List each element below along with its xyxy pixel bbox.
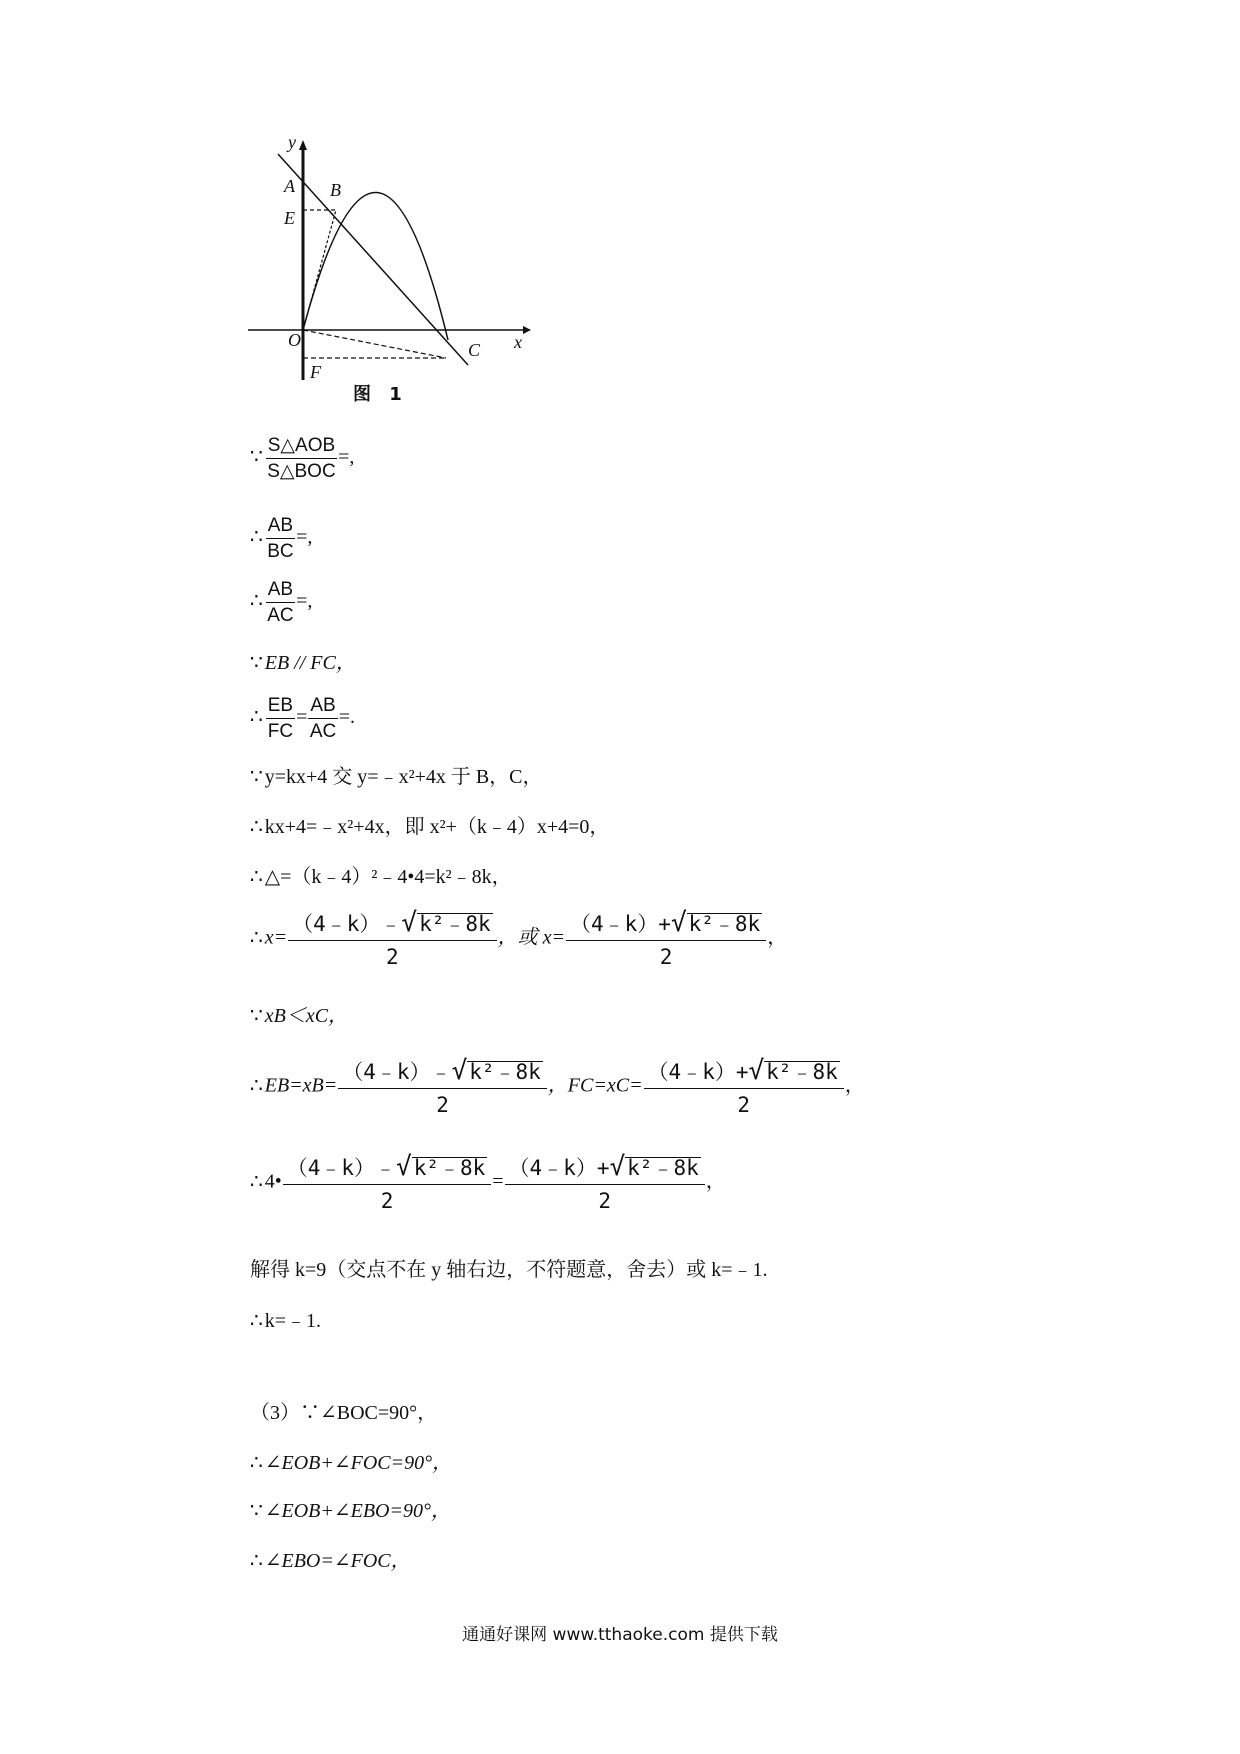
step-14: ∴ k=﹣1. [250,1308,322,1332]
fraction-fc: $\frac{\text{（4﹣k）+√k²﹣8k}}{2}$ [644,1058,844,1116]
line-ac [278,154,468,365]
figure-caption: 图 1 [353,384,408,405]
label-f: F [310,362,321,382]
quadratic-root-minus: $\frac{\text{（4﹣k）﹣√k²﹣8k}}{2}$ [288,910,497,968]
step-5: ∴ $\frac{EB}{FC}$ = $\frac{AB}{AC}$ =. [250,695,356,742]
dashed-oc [303,330,446,358]
coordinate-graph [238,140,538,380]
fraction-right: $\frac{\text{（4﹣k）+√k²﹣8k}}{2}$ [505,1154,705,1212]
label-a: A [284,176,295,196]
step-7: ∴ kx+4=﹣x²+4x，即 x²+（k﹣4）x+4=0， [250,814,610,838]
label-e: E [284,208,295,228]
x-axis-arrow [523,326,531,334]
figure-1 [238,132,538,405]
fraction-eb: $\frac{\text{（4﹣k）﹣√k²﹣8k}}{2}$ [338,1058,547,1116]
step-3: ∴ $\frac{AB}{AC}$ =, [250,579,313,626]
step-1: ∵ $\frac{\text{S△AOB}}{\text{S△BOC}}$ =, [250,435,355,482]
step-15: （3）∵∠BOC=90°， [250,1402,438,1424]
step-11: ∴ EB=xB= $\frac{\text{（4﹣k）﹣√k²﹣8k}}{2}$ ，FC=xC= $\frac{\text{（4﹣k）+√k²﹣8k}}{2}$ ， [250,1056,865,1117]
step-4: ∵ EB // FC， [250,650,356,674]
step-9: ∴ x= $\frac{\text{（4﹣k）﹣√k²﹣8k}}{2}$ ，或 x= $\frac{\text{（4﹣k）+√k²﹣8k}}{2}$ ， [250,908,788,969]
page-footer: 通通好课网 www.tthaoke.com 提供下载 [462,1625,778,1645]
step-2: ∴ $\frac{AB}{BC}$ =, [250,515,313,562]
fraction: $\frac{AB}{AC}$ [267,579,294,626]
label-y: y [288,132,296,152]
step-18: ∴ ∠EBO=∠FOC， [250,1548,411,1572]
step-17: ∵ ∠EOB+∠EBO=90°， [250,1498,451,1522]
step-10: ∵ xB＜xC， [250,1003,349,1027]
label-b: B [330,180,341,200]
fraction: $\frac{AB}{AC}$ [309,695,337,742]
step-13: 解得 k=9（交点不在 y 轴右边，不符题意，舍去）或 k=﹣1. [250,1259,768,1281]
step-16: ∴ ∠EOB+∠FOC=90°， [250,1450,453,1474]
label-x: x [514,332,522,352]
fraction: $\frac{EB}{FC}$ [267,695,294,742]
step-12: ∴ 4• $\frac{\text{（4﹣k）﹣√k²﹣8k}}{2}$ = $\frac{\text{（4﹣k）+√k²﹣8k}}{2}$ ， [250,1152,726,1213]
fraction-left: $\frac{\text{（4﹣k）﹣√k²﹣8k}}{2}$ [283,1154,492,1212]
fraction: $\frac{\text{S△AOB}}{\text{S△BOC}}$ [267,435,336,482]
label-c: C [468,340,481,360]
fraction: $\frac{AB}{BC}$ [267,515,294,562]
quadratic-root-plus: $\frac{\text{（4﹣k）+√k²﹣8k}}{2}$ [566,910,766,968]
label-o: O [288,330,301,350]
step-6: ∵ y=kx+4 交 y=﹣x²+4x 于 B，C， [250,764,543,788]
y-axis-arrow [299,140,307,150]
step-8: ∴ △=（k﹣4）²﹣4•4=k²﹣8k， [250,864,512,888]
